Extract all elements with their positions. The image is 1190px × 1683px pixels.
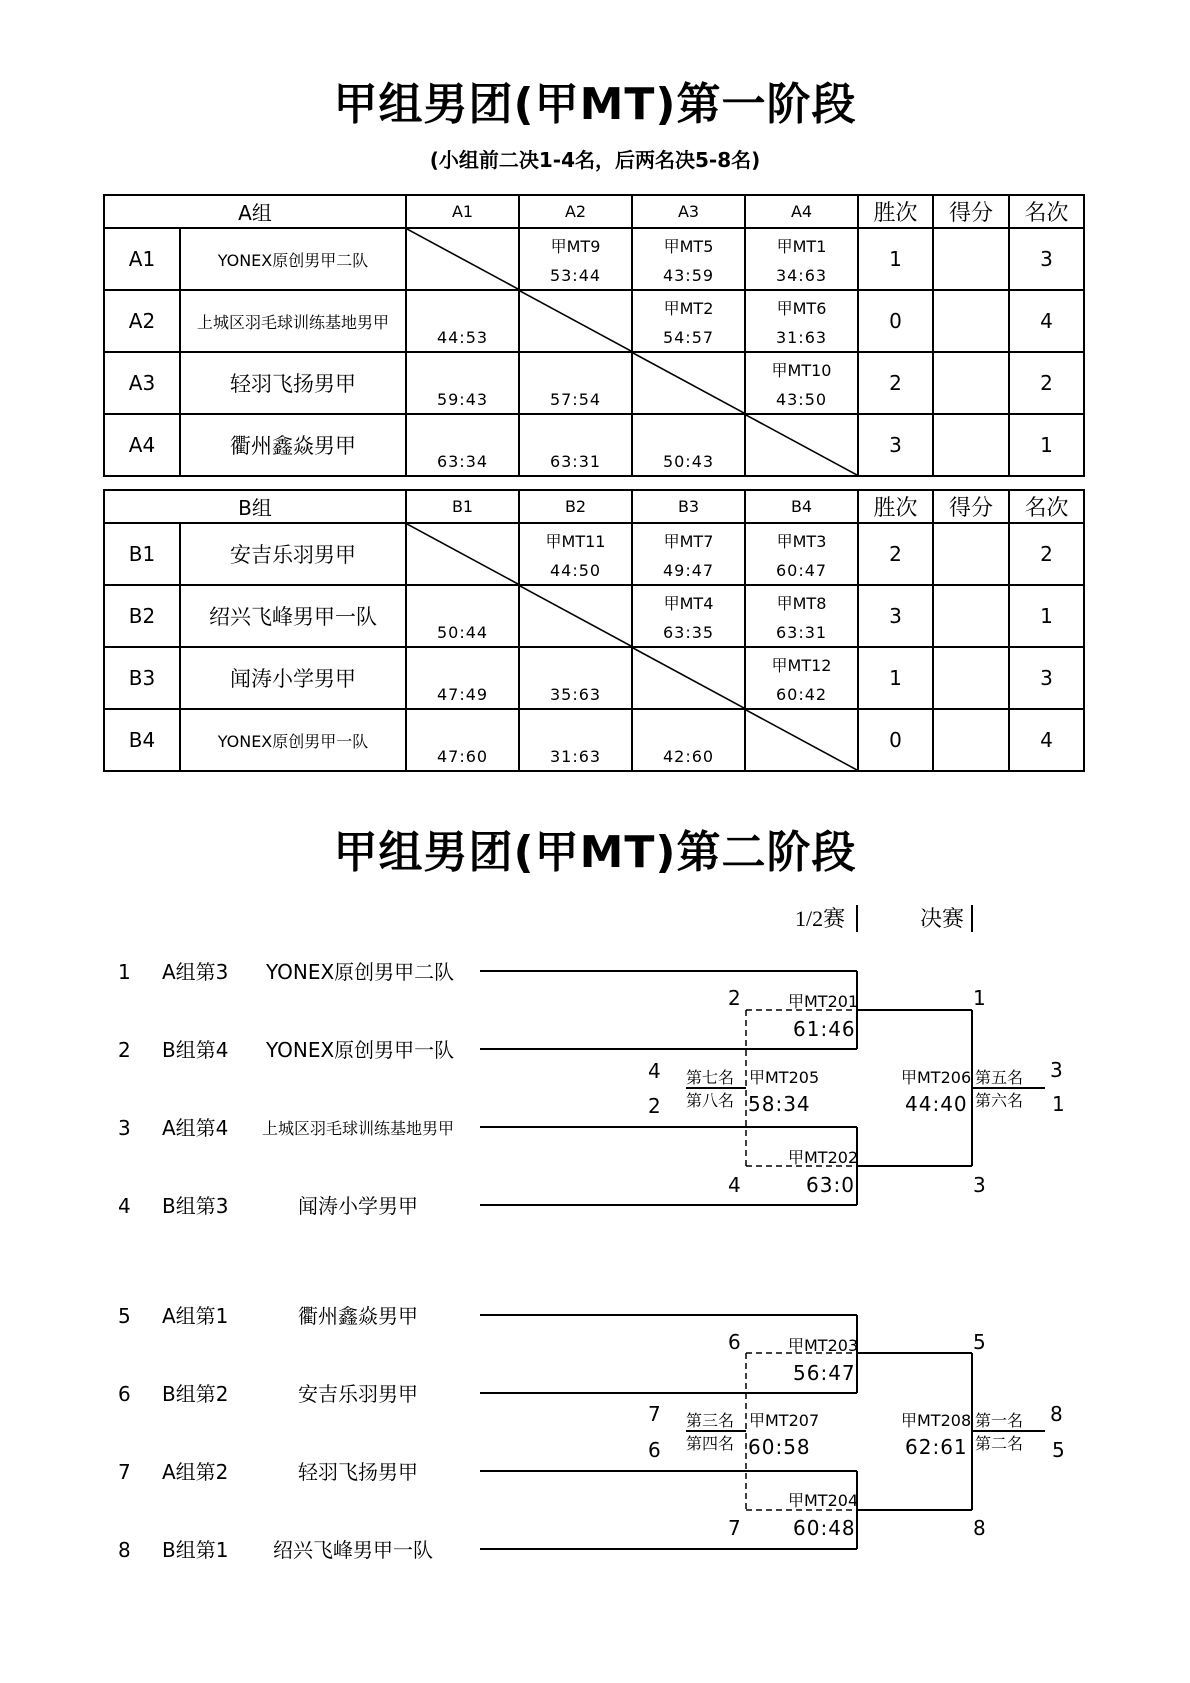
match-code: 甲MT10 (771, 361, 832, 380)
rank-value: 3 (1009, 647, 1084, 709)
match-code: 甲MT9 (550, 237, 601, 256)
col-header: B4 (745, 490, 858, 523)
semi-match: 甲MT201 (788, 992, 859, 1011)
entry-from: A组第1 (162, 1304, 229, 1328)
match-score: 34:63 (775, 266, 828, 285)
placing-label-bottom: 第四名 (686, 1434, 735, 1453)
row-code: A2 (104, 290, 180, 352)
stage2-title: 甲组男团(甲MT)第二阶段 (333, 827, 857, 878)
rank-value: 1 (1009, 414, 1084, 476)
rank-value: 4 (1009, 290, 1084, 352)
team-name: 上城区羽毛球训练基地男甲 (180, 290, 406, 352)
wins-value: 1 (858, 228, 933, 290)
match-code: 甲MT8 (776, 594, 827, 613)
entry-seed: 4 (118, 1194, 131, 1218)
rank-value: 4 (1009, 709, 1084, 771)
semi-score: 63:0 (806, 1173, 855, 1197)
placing-match: 甲MT206 (901, 1068, 972, 1087)
match-code: 甲MT4 (663, 594, 714, 613)
wins-value: 1 (858, 647, 933, 709)
entry-seed: 1 (118, 960, 131, 984)
wins-header: 胜次 (858, 195, 933, 228)
row-code: B2 (104, 585, 180, 647)
match-code: 甲MT5 (663, 237, 714, 256)
semi-score: 60:48 (793, 1516, 856, 1540)
placing-label-top: 第一名 (975, 1411, 1024, 1430)
entry-from: B组第1 (162, 1538, 229, 1562)
match-score: 47:60 (436, 747, 489, 766)
entry-seed: 8 (118, 1538, 131, 1562)
match-code: 甲MT2 (663, 299, 714, 318)
wins-value: 0 (858, 709, 933, 771)
wins-header: 胜次 (858, 490, 933, 523)
match-score: 50:44 (436, 623, 489, 642)
team-name: 轻羽飞扬男甲 (180, 352, 406, 414)
entry-seed: 2 (118, 1038, 131, 1062)
semi-winner: 4 (728, 1173, 741, 1197)
rank-value: 3 (1009, 228, 1084, 290)
match-score: 59:43 (436, 390, 489, 409)
placing-label-top: 第五名 (975, 1068, 1024, 1087)
team-name: 衢州鑫焱男甲 (180, 414, 406, 476)
placing-bottom-seed: 2 (648, 1094, 661, 1118)
placing-label-bottom: 第八名 (686, 1091, 735, 1110)
placing-bottom-seed: 6 (648, 1438, 661, 1462)
match-score: 31:63 (775, 328, 828, 347)
match-code: 甲MT12 (771, 656, 832, 675)
semi-score: 56:47 (793, 1361, 856, 1385)
match-code: 甲MT6 (776, 299, 827, 318)
match-score: 63:34 (436, 452, 489, 471)
match-score: 53:44 (549, 266, 602, 285)
match-score: 60:42 (775, 685, 828, 704)
semi-score: 61:46 (793, 1017, 856, 1041)
placing-label-top: 第七名 (686, 1068, 735, 1087)
entry-seed: 5 (118, 1304, 131, 1328)
placing-bottom-seed: 1 (1052, 1092, 1065, 1116)
placing-match: 甲MT208 (901, 1411, 972, 1430)
group-a-header: A组 (104, 195, 406, 228)
semi-match: 甲MT203 (788, 1336, 859, 1355)
match-score: 44:53 (436, 328, 489, 347)
col-header: A1 (406, 195, 519, 228)
match-code: 甲MT1 (776, 237, 827, 256)
match-score: 49:47 (662, 561, 715, 580)
placing-top-seed: 8 (1050, 1402, 1063, 1426)
semi-match: 甲MT204 (788, 1491, 859, 1510)
match-code: 甲MT11 (545, 532, 606, 551)
semi-loser: 1 (973, 986, 986, 1010)
row-code: B3 (104, 647, 180, 709)
round-header-semi: 1/2赛 (795, 906, 846, 931)
rank-value: 2 (1009, 523, 1084, 585)
stage1-title: 甲组男团(甲MT)第一阶段 (333, 79, 857, 130)
col-header: B1 (406, 490, 519, 523)
rank-value: 1 (1009, 585, 1084, 647)
col-header: B3 (632, 490, 745, 523)
rank-value: 2 (1009, 352, 1084, 414)
col-header: A3 (632, 195, 745, 228)
placing-top-seed: 4 (648, 1059, 661, 1083)
entry-team: YONEX原创男甲一队 (266, 1038, 455, 1062)
entry-seed: 3 (118, 1116, 131, 1140)
entry-from: B组第4 (162, 1038, 229, 1062)
row-code: B4 (104, 709, 180, 771)
placing-score: 44:40 (905, 1092, 968, 1116)
semi-loser: 3 (973, 1173, 986, 1197)
stage1-subtitle: (小组前二决1-4名，后两名决5-8名) (429, 148, 761, 172)
team-name: 安吉乐羽男甲 (180, 523, 406, 585)
row-code: A4 (104, 414, 180, 476)
entry-from: B组第2 (162, 1382, 229, 1406)
entry-team: YONEX原创男甲二队 (266, 960, 455, 984)
semi-winner: 6 (728, 1330, 741, 1354)
entry-from: A组第2 (162, 1460, 229, 1484)
match-score: 43:59 (662, 266, 715, 285)
wins-value: 2 (858, 352, 933, 414)
entry-seed: 6 (118, 1382, 131, 1406)
entry-team: 轻羽飞扬男甲 (298, 1460, 418, 1484)
entry-team: 上城区羽毛球训练基地男甲 (262, 1119, 455, 1138)
rank-header: 名次 (1009, 490, 1084, 523)
entry-from: A组第3 (162, 960, 229, 984)
placing-label-top: 第三名 (686, 1411, 735, 1430)
entry-team: 闻涛小学男甲 (298, 1194, 418, 1218)
match-score: 50:43 (662, 452, 715, 471)
entry-team: 绍兴飞峰男甲一队 (273, 1538, 433, 1562)
match-score: 57:54 (549, 390, 602, 409)
match-score: 31:63 (549, 747, 602, 766)
team-name: YONEX原创男甲二队 (180, 228, 406, 290)
entry-from: B组第3 (162, 1194, 229, 1218)
placing-bottom-seed: 5 (1052, 1438, 1065, 1462)
placing-score: 58:34 (748, 1092, 811, 1116)
group-b-header: B组 (104, 490, 406, 523)
points-header: 得分 (933, 195, 1009, 228)
semi-winner: 2 (728, 986, 741, 1010)
match-score: 63:35 (662, 623, 715, 642)
team-name: 闻涛小学男甲 (180, 647, 406, 709)
wins-value: 3 (858, 585, 933, 647)
wins-value: 0 (858, 290, 933, 352)
match-code: 甲MT7 (663, 532, 714, 551)
match-score: 35:63 (549, 685, 602, 704)
placing-label-bottom: 第六名 (975, 1091, 1024, 1110)
placing-score: 62:61 (905, 1435, 968, 1459)
semi-loser: 8 (973, 1516, 986, 1540)
semi-match: 甲MT202 (788, 1148, 859, 1167)
match-score: 47:49 (436, 685, 489, 704)
match-score: 44:50 (549, 561, 602, 580)
points-header: 得分 (933, 490, 1009, 523)
round-header-final: 决赛 (920, 906, 965, 931)
placing-match: 甲MT207 (749, 1411, 820, 1430)
placing-top-seed: 7 (648, 1402, 661, 1426)
match-score: 63:31 (549, 452, 602, 471)
match-score: 60:47 (775, 561, 828, 580)
rank-header: 名次 (1009, 195, 1084, 228)
row-code: A3 (104, 352, 180, 414)
match-code: 甲MT3 (776, 532, 827, 551)
wins-value: 3 (858, 414, 933, 476)
row-code: A1 (104, 228, 180, 290)
col-header: B2 (519, 490, 632, 523)
wins-value: 2 (858, 523, 933, 585)
team-name: YONEX原创男甲一队 (180, 709, 406, 771)
semi-winner: 7 (728, 1516, 741, 1540)
match-score: 63:31 (775, 623, 828, 642)
col-header: A2 (519, 195, 632, 228)
placing-match: 甲MT205 (749, 1068, 820, 1087)
semi-loser: 5 (973, 1330, 986, 1354)
entry-team: 衢州鑫焱男甲 (298, 1304, 418, 1328)
team-name: 绍兴飞峰男甲一队 (180, 585, 406, 647)
match-score: 42:60 (662, 747, 715, 766)
entry-from: A组第4 (162, 1116, 229, 1140)
entry-seed: 7 (118, 1460, 131, 1484)
placing-top-seed: 3 (1050, 1058, 1063, 1082)
match-score: 54:57 (662, 328, 715, 347)
match-score: 43:50 (775, 390, 828, 409)
entry-team: 安吉乐羽男甲 (298, 1382, 418, 1406)
placing-label-bottom: 第二名 (975, 1434, 1024, 1453)
row-code: B1 (104, 523, 180, 585)
col-header: A4 (745, 195, 858, 228)
placing-score: 60:58 (748, 1435, 811, 1459)
